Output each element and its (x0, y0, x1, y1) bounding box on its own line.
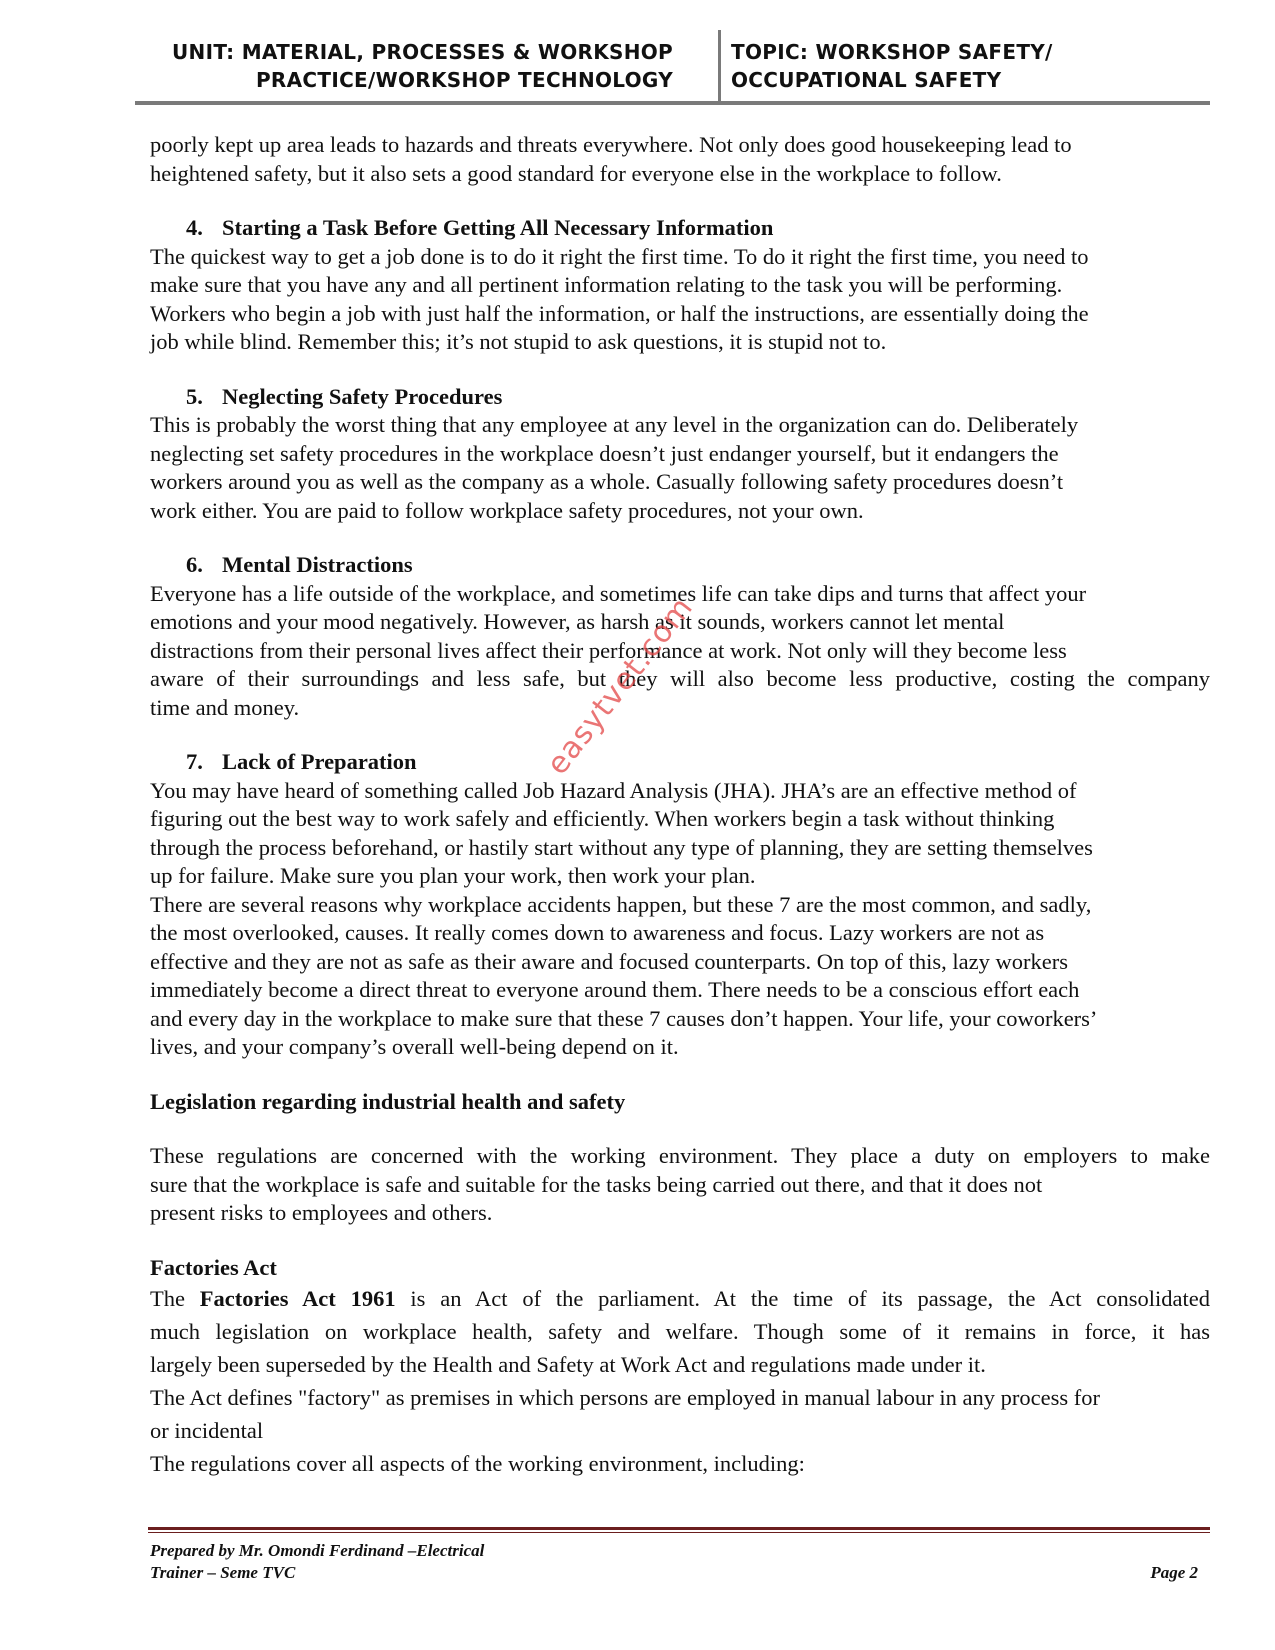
paragraph-line: through the process beforehand, or hastily start without any type of planning, they are setting themselves (150, 834, 1093, 860)
item-heading-7: 7. Lack of Preparation (186, 749, 417, 774)
paragraph-line: much legislation on workplace health, safety and welfare. Though some of it remains in force, it has (150, 1319, 1210, 1344)
paragraph-line: distractions from their personal lives affect their performance at work. Not only will they become less (150, 637, 1067, 663)
paragraph-line: You may have heard of something called Job Hazard Analysis (JHA). JHA’s are an effective method of (150, 777, 1077, 803)
page-header (135, 30, 1210, 100)
page-footer (150, 1540, 1210, 1584)
topic-title-line1: TOPIC: WORKSHOP SAFETY/ (731, 40, 1053, 64)
paragraph-line: neglecting set safety procedures in the workplace doesn’t just endanger yourself, but it endangers the (150, 440, 1059, 466)
topic-title (731, 38, 1053, 94)
paragraph-line: the most overlooked, causes. It really comes down to awareness and focus. Lazy workers are not as (150, 920, 1045, 945)
paragraph-line: immediately become a direct threat to everyone around them. There needs to be a conscious effort each (150, 977, 1080, 1002)
paragraph-line: emotions and your mood negatively. However, as harsh as it sounds, workers cannot let mental (150, 609, 1005, 634)
footer-author: Prepared by Mr. Omondi Ferdinand –Electrical (150, 1541, 485, 1560)
paragraph-line: job while blind. Remember this; it’s not stupid to ask questions, it is stupid not to. (150, 329, 887, 354)
factories-act-heading: Factories Act (150, 1254, 277, 1280)
paragraph-line: Workers who begin a job with just half the information, or half the instructions, are essentially doing the (150, 300, 1089, 326)
paragraph-line: work either. You are paid to follow workplace safety procedures, not your own. (150, 497, 864, 523)
paragraph-line: effective and they are not as safe as their aware and focused counterparts. On top of this, lazy workers (150, 948, 1068, 974)
unit-title-line1: UNIT: MATERIAL, PROCESSES & WORKSHOP (172, 40, 673, 64)
paragraph-line: or incidental (150, 1418, 264, 1443)
unit-title-line2: PRACTICE/WORKSHOP TECHNOLOGY (255, 68, 673, 92)
unit-title (172, 38, 673, 94)
intro-line: poorly kept up area leads to hazards and threats everywhere. Not only does good housekeeping lead to (150, 132, 1072, 157)
paragraph-line: time and money. (150, 694, 300, 720)
document-body (150, 131, 1210, 1480)
paragraph-line: The regulations cover all aspects of the working environment, including: (150, 1451, 805, 1476)
item-heading-5: 5. Neglecting Safety Procedures (186, 383, 503, 409)
paragraph-line: up for failure. Make sure you plan your work, then work your plan. (150, 863, 756, 888)
paragraph-line: sure that the workplace is safe and suitable for the tasks being carried out there, and that it does not (150, 1171, 1043, 1197)
paragraph-line: aware of their surroundings and less safe, but they will also become less productive, costing the company (150, 666, 1210, 691)
paragraph-line: The Act defines "factory" as premises in which persons are employed in manual labour in any process for (150, 1385, 1100, 1410)
intro-line: heightened safety, but it also sets a good standard for everyone else in the workplace to follow. (150, 160, 1002, 186)
paragraph-line: figuring out the best way to work safely and efficiently. When workers begin a task without thinking (150, 806, 1055, 831)
page-number: Page 2 (1150, 1563, 1198, 1582)
header-divider (718, 30, 721, 104)
footer-institution: Trainer – Seme TVC (150, 1563, 296, 1582)
paragraph-line: lives, and your company’s overall well-being depend on it. (150, 1034, 679, 1059)
item-heading-4: 4. Starting a Task Before Getting All Necessary Information (186, 215, 774, 240)
paragraph-line: The Factories Act 1961 is an Act of the parliament. At the time of its passage, the Act consolidated (150, 1286, 1211, 1311)
paragraph-line: make sure that you have any and all pertinent information relating to the task you will be performing. (150, 272, 1063, 297)
paragraph-line: This is probably the worst thing that any employee at any level in the organization can do. Deliberately (150, 412, 1079, 437)
footer-rule (148, 1527, 1210, 1530)
item-heading-6: 6. Mental Distractions (186, 552, 413, 577)
topic-title-line2: OCCUPATIONAL SAFETY (731, 68, 1002, 92)
paragraph-line: There are several reasons why workplace accidents happen, but these 7 are the most common, and sadly, (150, 891, 1092, 917)
paragraph-line: workers around you as well as the company as a whole. Casually following safety procedures doesn’t (150, 469, 1064, 494)
paragraph-line: present risks to employees and others. (150, 1200, 493, 1225)
header-rule (135, 101, 1210, 105)
paragraph-line: largely been superseded by the Health and Safety at Work Act and regulations made under it. (150, 1352, 986, 1377)
paragraph-line: and every day in the workplace to make sure that these 7 causes don’t happen. Your life, your coworkers’ (150, 1005, 1098, 1031)
factories-act-bold: Factories Act 1961 (199, 1286, 396, 1311)
paragraph-line: The quickest way to get a job done is to do it right the first time. To do it right the first time, you need to (150, 243, 1089, 269)
footer-rule-thin (148, 1532, 1210, 1533)
paragraph-line: Everyone has a life outside of the workplace, and sometimes life can take dips and turns that affect your (150, 580, 1087, 606)
watermark: easytvet.com (540, 590, 701, 782)
legislation-heading: Legislation regarding industrial health and safety (150, 1088, 626, 1114)
paragraph-line: These regulations are concerned with the working environment. They place a duty on employers to make (150, 1143, 1210, 1168)
